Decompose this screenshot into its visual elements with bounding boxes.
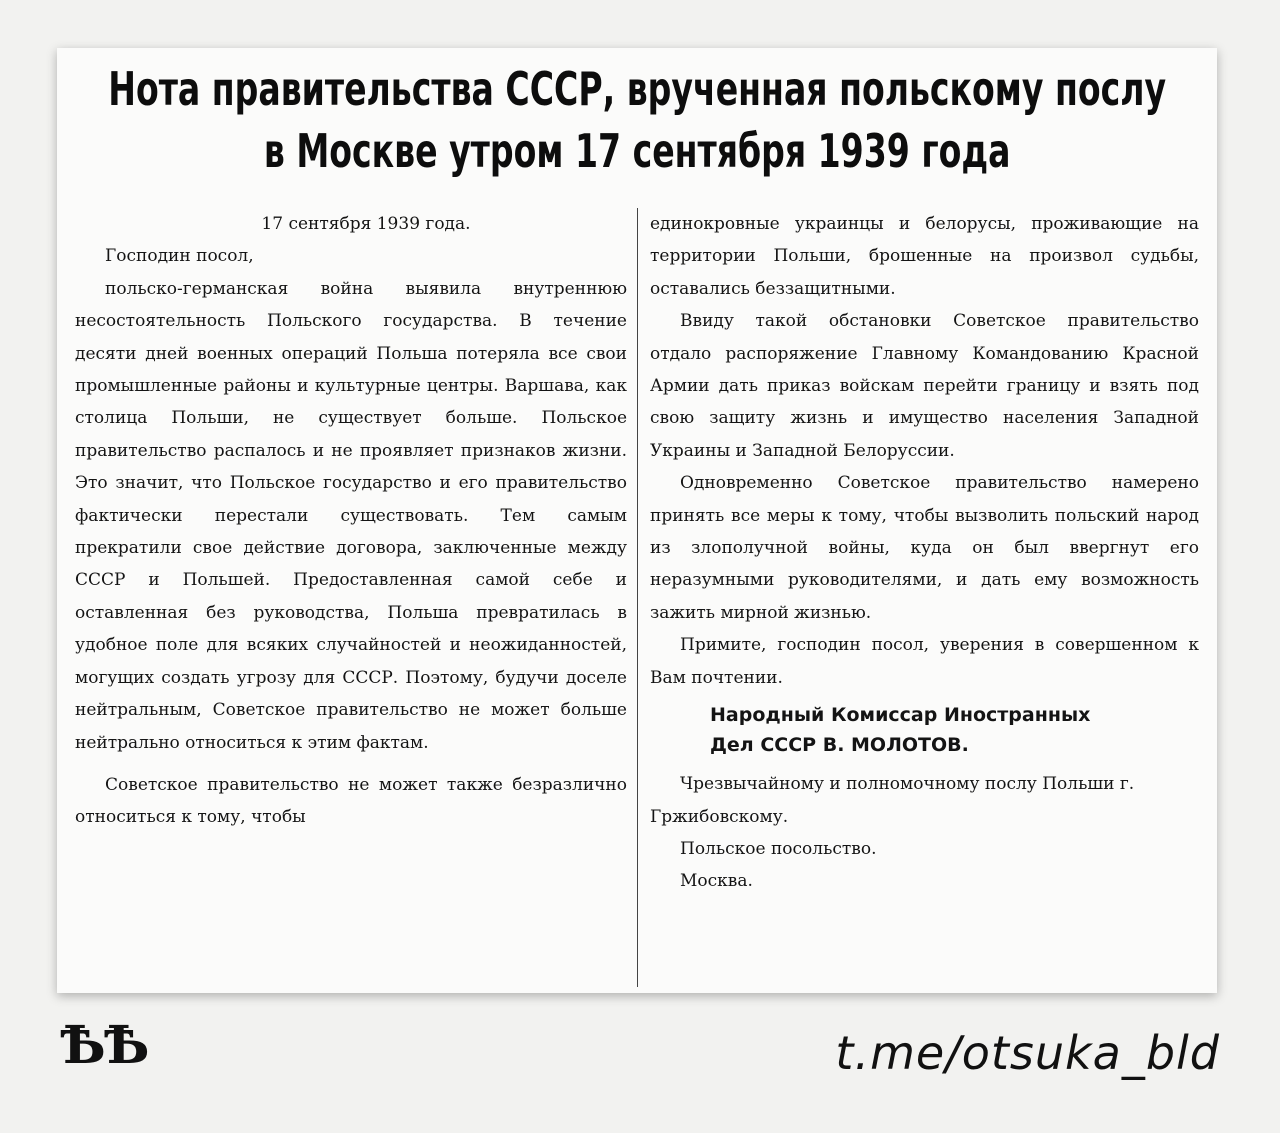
salutation: Господин посол, [105,246,254,267]
newspaper-clipping [57,48,1217,993]
headline-line-2: в Москве утром 17 сентября 1939 года [263,124,1011,178]
embassy-line: Польское посольство. [680,838,877,859]
channel-logo: ѢѢ [60,1015,148,1076]
right-column [637,208,1203,987]
city-line: Москва. [680,871,753,892]
paragraph: Одновременно Советское правительство намерено принять все меры к тому, чтобы вызволить польский народ из злополучной войны, куда он был ввергнут его неразумными руководителями, и дать ему возможность зажить мирной жизнью. [650,473,1199,623]
left-column [71,208,637,987]
paragraph: польско-германская война выявила внутреннюю несостоятельность Польского государства. В течение десяти дней военных операций Польша потеряла все свои промышленные районы и культурные центры. Варшава, как столица Польши, не существует больше. Польское правительство распалось и не проявляет признаков жизни. Это значит, что Польское государство и его правительство фактически перестали существовать. Тем самым прекратили свое действие договора, заключенные между СССР и Польшей. Предоставленная самой себе и оставленная без руководства, Польша превратилась в удобное поле для всяких случайностей и неожиданностей, могущих создать угрозу для СССР. Поэтому, будучи доселе нейтральным, Советское правительство не может больше нейтрально относиться к этим фактам. [75,278,627,753]
article-columns [71,208,1203,987]
article-headline [71,58,1203,182]
signature-line-1: Народный Комиссар Иностранных [710,704,1091,727]
paragraph: единокровные украинцы и белорусы, проживающие на территории Польши, брошенные на произвол судьбы, оставались беззащитными. [650,214,1199,299]
recipient-address: Чрезвычайному и полномочному послу Польши г. Гржибовскому. [650,774,1135,827]
paragraph: Советское правительство не может также безразлично относиться к тому, чтобы [75,774,627,828]
paragraph: Примите, господин посол, уверения в совершенном к Вам почтении. [650,635,1199,688]
dateline: 17 сентября 1939 года. [261,214,471,234]
signature-line-2: Дел СССР В. МОЛОТОВ. [710,734,969,757]
signature-block [710,700,1199,760]
headline-line-1: Нота правительства СССР, врученная польскому послу [108,62,1166,116]
channel-handle-text: t.me/otsuka_bld [835,1026,1220,1080]
paragraph: Ввиду такой обстановки Советское правительство отдало распоряжение Главному Командованию Красной Армии дать приказ войскам перейти границу и взять под свою защиту жизнь и имущество населения Западной Украины и Западной Белоруссии. [650,311,1199,461]
